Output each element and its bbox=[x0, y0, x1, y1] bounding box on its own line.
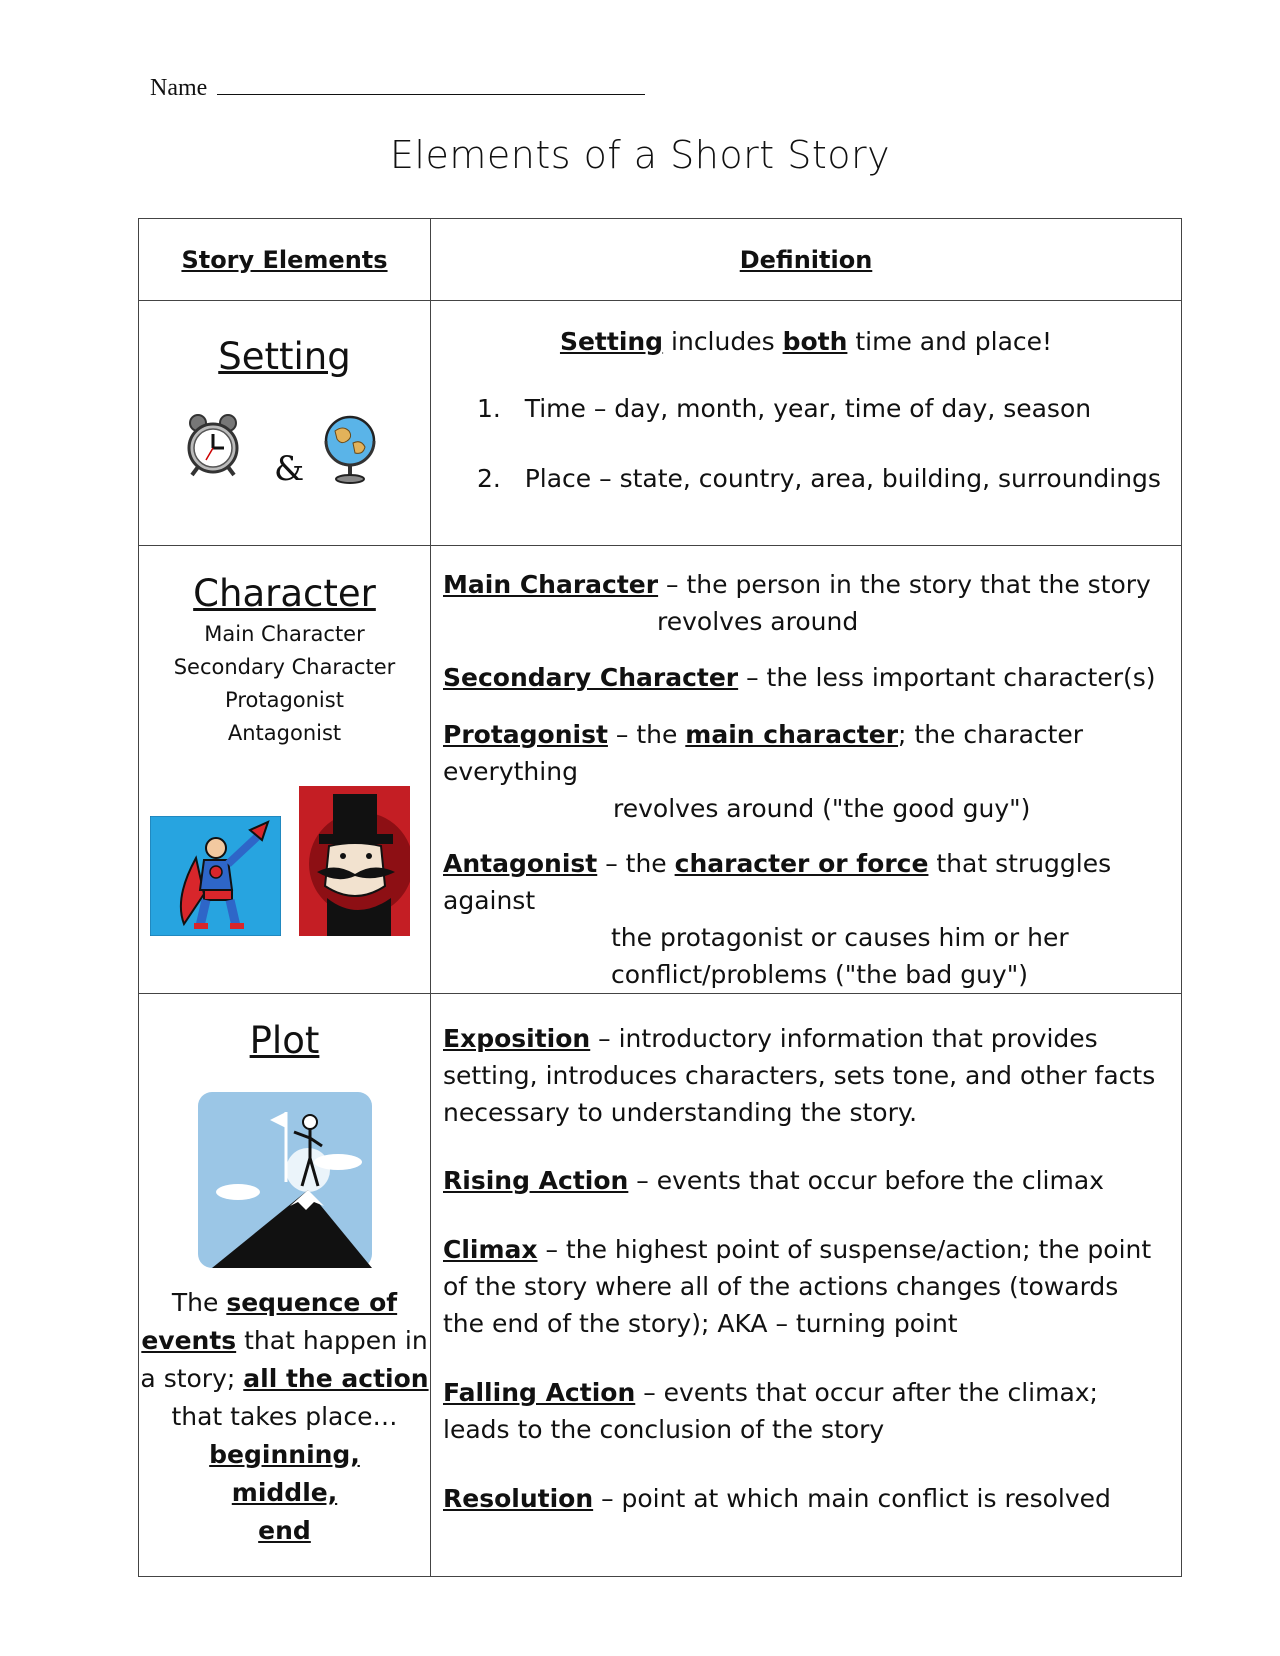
antagonist-text-cont-2: conflict/problems ("the bad guy") bbox=[611, 960, 1028, 989]
name-blank-line[interactable] bbox=[217, 72, 645, 95]
setting-term: Setting bbox=[559, 327, 664, 356]
character-type-list bbox=[139, 618, 430, 750]
resolution-term: Resolution bbox=[443, 1484, 594, 1513]
exposition-def bbox=[443, 1020, 1167, 1131]
mountain-climber-icon bbox=[198, 1092, 372, 1268]
protagonist-text: – the bbox=[607, 720, 686, 749]
setting-heading: Setting bbox=[218, 335, 351, 378]
beginning-label: beginning, bbox=[209, 1440, 360, 1469]
plot-description bbox=[139, 1284, 430, 1550]
antagonist-def bbox=[443, 845, 1167, 919]
page-title: Elements of a Short Story bbox=[389, 133, 891, 177]
falling-action-term: Falling Action bbox=[443, 1378, 636, 1407]
falling-action-text: – events that occur after the climax; leads to the conclusion of the story bbox=[443, 1378, 1098, 1444]
setting-intro bbox=[431, 301, 1181, 360]
setting-intro-end: time and place! bbox=[847, 327, 1053, 356]
character-definition-cell bbox=[431, 546, 1182, 994]
middle-label: middle, bbox=[231, 1478, 338, 1507]
events-emphasis: events bbox=[141, 1326, 237, 1355]
protagonist-text-2: ; the character everything bbox=[443, 720, 1084, 786]
globe-icon bbox=[317, 409, 383, 485]
plot-definitions bbox=[431, 994, 1181, 1517]
superhero-icon bbox=[150, 816, 281, 936]
plot-desc-text: The bbox=[171, 1288, 227, 1317]
character-definitions bbox=[431, 546, 1181, 993]
climax-def bbox=[443, 1231, 1167, 1342]
resolution-text: – point at which main conflict is resolved bbox=[593, 1484, 1111, 1513]
both-emphasis: both bbox=[782, 327, 848, 356]
main-character-text-cont: revolves around bbox=[657, 607, 859, 636]
setting-item-number: 1. bbox=[477, 394, 501, 423]
character-row bbox=[139, 546, 1182, 994]
plot-left-cell bbox=[139, 994, 431, 1577]
list-item: Antagonist bbox=[227, 721, 342, 745]
setting-item-text: Time – day, month, year, time of day, season bbox=[524, 394, 1092, 423]
alarm-clock-icon bbox=[184, 413, 242, 477]
story-elements-table bbox=[138, 218, 1182, 1577]
ampersand: & bbox=[274, 449, 305, 489]
exposition-term: Exposition bbox=[443, 1024, 591, 1053]
climax-term: Climax bbox=[443, 1235, 538, 1264]
name-label: Name bbox=[150, 75, 208, 101]
secondary-character-text: – the less important character(s) bbox=[738, 663, 1156, 692]
name-field[interactable] bbox=[150, 72, 645, 102]
list-item: Secondary Character bbox=[173, 655, 396, 679]
setting-left-cell bbox=[139, 301, 431, 546]
exposition-text: – introductory information that provides setting, introduces characters, sets tone, and other facts necessary to understanding the story. bbox=[443, 1024, 1156, 1127]
secondary-character-def bbox=[443, 659, 1167, 696]
setting-item-number: 2. bbox=[477, 464, 501, 493]
character-heading: Character bbox=[193, 572, 376, 615]
antagonist-text: – the bbox=[597, 849, 675, 878]
all-the-action-emphasis: all the action bbox=[243, 1364, 429, 1393]
setting-item bbox=[431, 390, 1181, 427]
setting-item-text: Place – state, country, area, building, surroundings bbox=[524, 464, 1161, 493]
col-header-definition: Definition bbox=[431, 219, 1182, 301]
character-left-cell bbox=[139, 546, 431, 994]
col-header-story-elements: Story Elements bbox=[139, 219, 431, 301]
plot-desc-text-2: that happen in bbox=[236, 1326, 428, 1355]
protagonist-text-cont: revolves around ("the good guy") bbox=[613, 794, 1031, 823]
setting-item bbox=[431, 460, 1181, 497]
character-or-force-emphasis: character or force bbox=[674, 849, 929, 878]
antagonist-text-cont: the protagonist or causes him or her bbox=[611, 923, 1069, 952]
rising-action-def bbox=[443, 1162, 1167, 1199]
list-item: Protagonist bbox=[225, 688, 344, 712]
end-label: end bbox=[258, 1516, 311, 1545]
setting-row bbox=[139, 301, 1182, 546]
antagonist-term: Antagonist bbox=[443, 849, 598, 878]
main-character-emphasis: main character bbox=[685, 720, 899, 749]
plot-definition-cell bbox=[431, 994, 1182, 1577]
plot-desc-text-4: that takes place… bbox=[171, 1402, 398, 1431]
resolution-def bbox=[443, 1480, 1167, 1517]
villain-icon bbox=[299, 786, 410, 936]
setting-intro-text: includes bbox=[663, 327, 783, 356]
antagonist-text-2: that struggles against bbox=[443, 849, 1112, 915]
main-character-def bbox=[443, 566, 1167, 603]
plot-row bbox=[139, 994, 1182, 1577]
sequence-emphasis: sequence of bbox=[226, 1288, 398, 1317]
falling-action-def bbox=[443, 1374, 1167, 1448]
rising-action-term: Rising Action bbox=[443, 1166, 629, 1195]
plot-desc-text-3: a story; bbox=[140, 1364, 244, 1393]
main-character-term: Main Character bbox=[443, 570, 659, 599]
plot-heading: Plot bbox=[249, 1019, 320, 1062]
protagonist-def bbox=[443, 716, 1167, 790]
main-character-text: – the person in the story that the story bbox=[658, 570, 1151, 599]
rising-action-text: – events that occur before the climax bbox=[628, 1166, 1104, 1195]
setting-definition-cell bbox=[431, 301, 1182, 546]
list-item: Main Character bbox=[204, 622, 365, 646]
climax-text: – the highest point of suspense/action; the point of the story where all of the actions changes (towards the end of the story); AKA – turning point bbox=[443, 1235, 1152, 1338]
protagonist-term: Protagonist bbox=[443, 720, 608, 749]
secondary-character-term: Secondary Character bbox=[443, 663, 739, 692]
